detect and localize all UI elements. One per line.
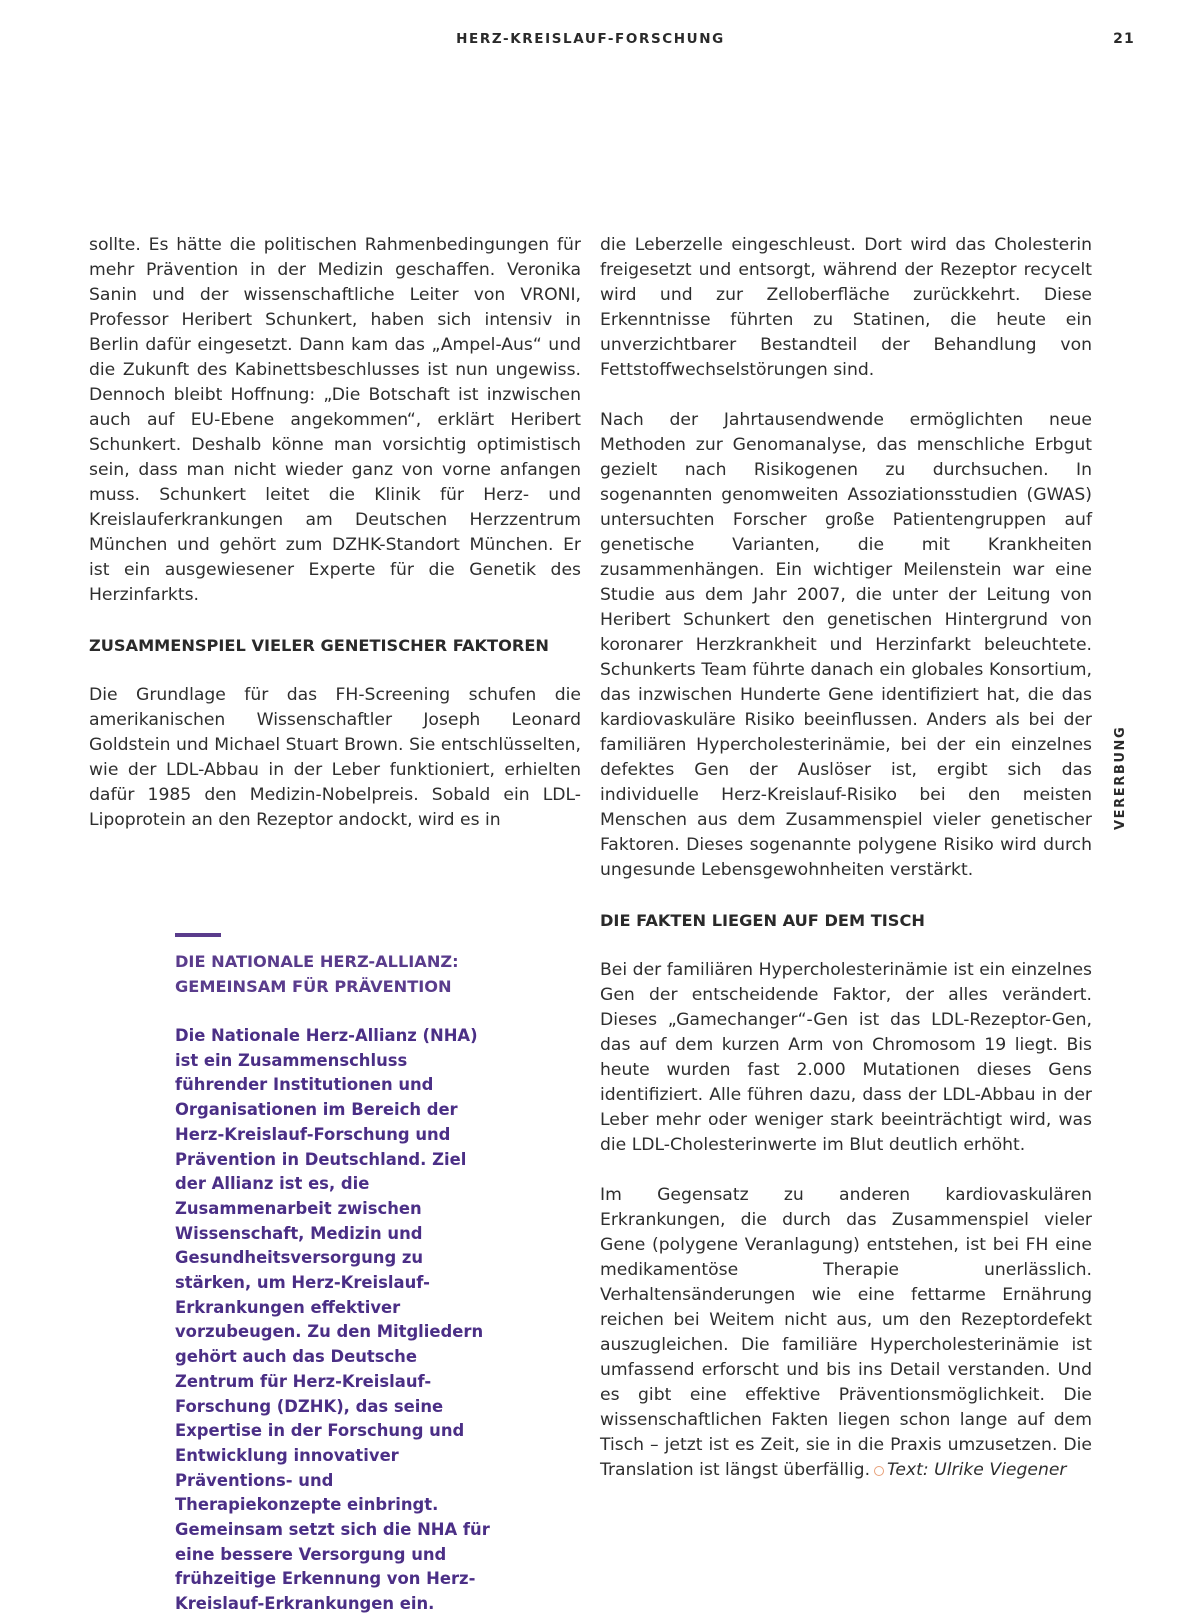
info-box-heading-line-2: GEMEINSAM FÜR PRÄVENTION — [175, 977, 452, 996]
page-header — [0, 31, 1181, 55]
left-column — [89, 233, 581, 833]
section-side-label: VERERBUNG — [1113, 725, 1128, 830]
subheading-facts: DIE FAKTEN LIEGEN AUF DEM TISCH — [600, 911, 925, 930]
info-box-heading — [175, 949, 493, 999]
info-box-text: Die Nationale Herz-Allianz (NHA) ist ein Zusammenschluss führender Institutionen und Organisationen im Bereich der Herz-Kreislauf-Forschung und Prävention in Deutschland. Ziel der Allianz ist es, die Zusammenarbeit zwischen Wissenschaft, Medizin und Gesundheitsversorgung zu stärken, um Herz-Kreislauf-Erkrankungen effektiver vorzubeugen. Zu den Mitgliedern gehört auch das Deutsche Zentrum für Herz-Kreislauf-Forschung (DZHK), das seine Expertise in der Forschung und Entwicklung innovativer Präventions- und Therapiekonzepte einbringt. Gemeinsam setzt sich die NHA für eine bessere Versorgung und frühzeitige Erkennung von Herz-Kreislauf-Erkrankungen ein. — [175, 1026, 490, 1614]
info-box-heading-line-1: DIE NATIONALE HERZ-ALLIANZ: — [175, 952, 459, 971]
running-head: HERZ-KREISLAUF-FORSCHUNG — [456, 31, 725, 47]
subheading-genetic-factors: ZUSAMMENSPIEL VIELER GENETISCHER FAKTOREN — [89, 636, 549, 655]
right-column — [600, 233, 1092, 1483]
right-paragraph-4 — [600, 1183, 1092, 1483]
right-paragraph-1: die Leberzelle eingeschleust. Dort wird das Cholesterin freigesetzt und entsorgt, während der Rezeptor recycelt wird und zur Zelloberfläche zurückkehrt. Diese Erkenntnisse führten zu Statinen, die heute ein unverzichtbarer Bestandteil der Behandlung von Fettstoffwechselstörungen sind. — [600, 235, 1092, 380]
left-paragraph-2: Die Grundlage für das FH-Screening schufen die amerikanischen Wissenschaftler Joseph Leonard Goldstein und Michael Stuart Brown. Sie entschlüsselten, wie der LDL-Abbau in der Leber funktioniert, erhielten dafür 1985 den Medizin-Nobelpreis. Sobald ein LDL-Lipoprotein an den Rezeptor andockt, wird es in — [89, 685, 581, 830]
end-circle-icon — [874, 1466, 884, 1476]
page-number: 21 — [1113, 31, 1135, 47]
closing-paragraph-text: Im Gegensatz zu anderen kardiovaskulären Erkrankungen, die durch das Zusammenspiel vieler Gene (polygene Veranlagung) entstehen, ist bei FH eine medikamentöse Therapie unerlässlich. Verhaltensänderungen wie eine fettarme Ernährung reichen bei Weitem nicht aus, um den Rezeptordefekt auszugleichen. Die familiäre Hypercholesterinämie ist umfassend erforscht und bis ins Detail verstanden. Und es gibt eine effektive Präventionsmöglichkeit. Die wissenschaftlichen Fakten liegen schon lange auf dem Tisch – jetzt ist es Zeit, sie in die Praxis umzusetzen. Die Translation ist längst überfällig. — [600, 1185, 1092, 1480]
author-credit: Text: Ulrike Viegener — [887, 1460, 1067, 1480]
info-box-herz-allianz — [175, 933, 493, 1617]
accent-rule — [175, 933, 221, 937]
left-paragraph-1: sollte. Es hätte die politischen Rahmenbedingungen für mehr Prävention in der Medizin geschaffen. Veronika Sanin und der wissenschaftliche Leiter von VRONI, Professor Heribert Schunkert, haben sich intensiv in Berlin dafür eingesetzt. Dann kam das „Ampel-Aus“ und die Zukunft des Kabinettsbeschlusses ist nun ungewiss. Dennoch bleibt Hoffnung: „Die Botschaft ist inzwischen auch auf EU-Ebene angekommen“, erklärt Heribert Schunkert. Deshalb könne man vorsichtig optimistisch sein, dass man nicht wieder ganz von vorne anfangen muss. Schunkert leitet die Klinik für Herz- und Kreislauferkrankungen am Deutschen Herzzentrum München und gehört zum DZHK-Standort München. Er ist ein ausgewiesener Experte für die Genetik des Herzinfarkts. — [89, 235, 581, 605]
right-paragraph-2: Nach der Jahrtausendwende ermöglichten neue Methoden zur Genomanalyse, das menschliche Erbgut gezielt nach Risikogenen zu durchsuchen. In sogenannten genomweiten Assoziationsstudien (GWAS) untersuchten Forscher große Patientengruppen auf genetische Varianten, die mit Krankheiten zusammenhängen. Ein wichtiger Meilenstein war eine Studie aus dem Jahr 2007, die unter der Leitung von Heribert Schunkert den genetischen Hintergrund von koronarer Herzkrankheit und Herzinfarkt beleuchtete. Schunkerts Team führte danach ein globales Konsortium, das inzwischen Hunderte Gene identifiziert hat, die das kardiovaskuläre Risiko beeinflussen. Anders als bei der familiären Hypercholesterinämie, bei der ein einzelnes defektes Gen der Auslöser ist, ergibt sich das individuelle Herz-Kreislauf-Risiko bei den meisten Menschen aus dem Zusammenspiel vieler genetischer Faktoren. Dieses sogenannte polygene Risiko wird durch ungesunde Lebensgewohnheiten verstärkt. — [600, 410, 1092, 880]
right-paragraph-3: Bei der familiären Hypercholesterinämie ist ein einzelnes Gen der entscheidende Faktor, der alles verändert. Dieses „Gamechanger“-Gen ist das LDL-Rezeptor-Gen, das auf dem kurzen Arm von Chromosom 19 liegt. Bis heute wurden fast 2.000 Mutationen dieses Gens identifiziert. Alle führen dazu, dass der LDL-Abbau in der Leber mehr oder weniger stark beeinträchtigt wird, was die LDL-Cholesterinwerte im Blut deutlich erhöht. — [600, 960, 1092, 1155]
